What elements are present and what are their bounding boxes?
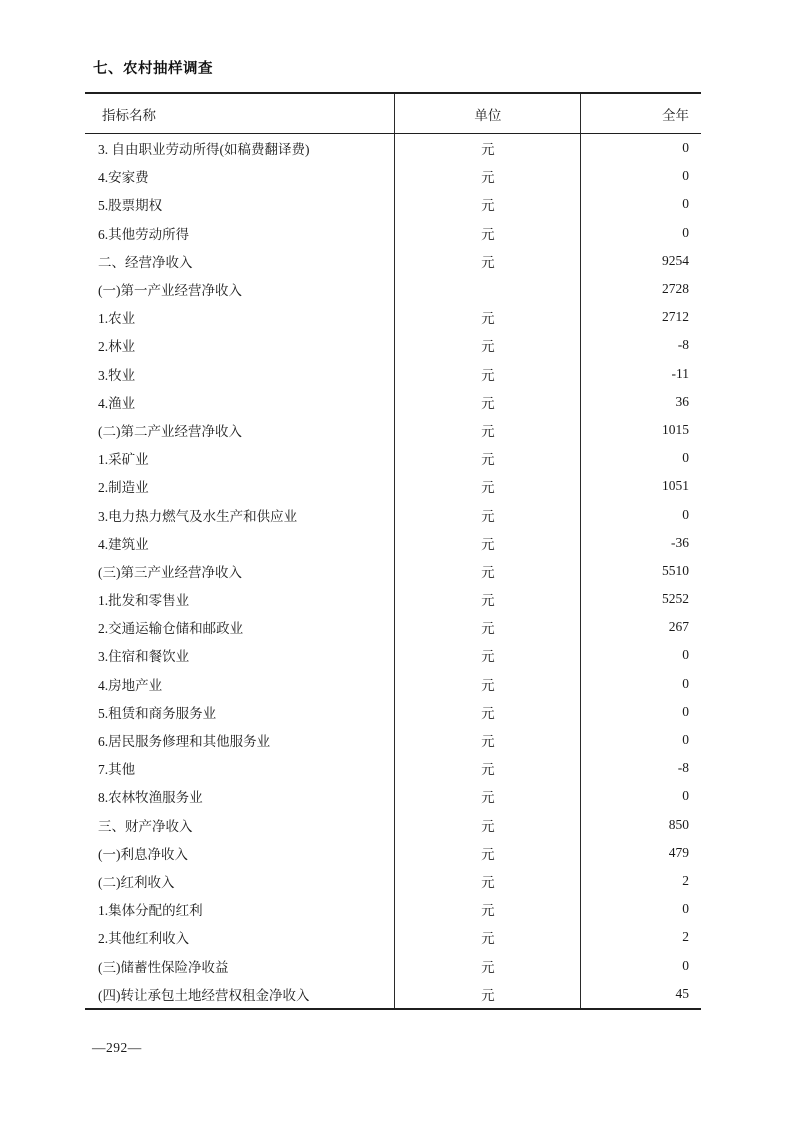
table-row <box>85 529 701 557</box>
value-cell: 5510 <box>581 557 701 585</box>
indicator-name-cell: 8.农林牧渔服务业 <box>98 790 203 806</box>
col-header-indicator-name: 指标名称 <box>85 93 395 134</box>
unit-cell: 元 <box>395 951 581 979</box>
table-row <box>85 247 701 275</box>
value-cell: 0 <box>581 698 701 726</box>
table-row <box>85 303 701 331</box>
indicator-name-cell: 4.房地产业 <box>98 677 163 693</box>
table-row <box>85 416 701 444</box>
indicator-name-cell: 1.农业 <box>98 311 136 327</box>
value-cell: 0 <box>581 500 701 528</box>
page-number: —292— <box>92 1040 142 1055</box>
table-row <box>85 923 701 951</box>
unit-cell: 元 <box>395 839 581 867</box>
value-cell: 0 <box>581 670 701 698</box>
table-row <box>85 670 701 698</box>
unit-cell: 元 <box>395 923 581 951</box>
indicator-name-cell: 2.其他红利收入 <box>98 931 190 947</box>
value-cell: 0 <box>581 190 701 218</box>
unit-cell: 元 <box>395 247 581 275</box>
indicator-name-cell: 3. 自由职业劳动所得(如稿费翻译费) <box>98 142 310 158</box>
indicator-name-cell: 4.安家费 <box>98 170 149 186</box>
unit-cell: 元 <box>395 134 581 163</box>
unit-cell: 元 <box>395 641 581 669</box>
table-row <box>85 726 701 754</box>
table-row <box>85 219 701 247</box>
indicator-name-cell: 2.交通运输仓储和邮政业 <box>98 621 244 637</box>
table-row <box>85 839 701 867</box>
value-cell: -8 <box>581 754 701 782</box>
value-cell: 0 <box>581 162 701 190</box>
unit-cell: 元 <box>395 698 581 726</box>
unit-cell: 元 <box>395 782 581 810</box>
value-cell: 0 <box>581 134 701 163</box>
header-row <box>85 93 701 134</box>
value-cell: -11 <box>581 360 701 388</box>
indicator-name-cell: 2.林业 <box>98 339 136 355</box>
unit-cell: 元 <box>395 500 581 528</box>
indicator-name-cell: 1.集体分配的红利 <box>98 903 203 919</box>
value-cell: 2728 <box>581 275 701 303</box>
unit-cell: 元 <box>395 895 581 923</box>
indicator-name-cell: 1.采矿业 <box>98 452 149 468</box>
unit-cell: 元 <box>395 416 581 444</box>
indicator-name-cell: (四)转让承包土地经营权租金净收入 <box>85 980 395 1009</box>
unit-cell: 元 <box>395 811 581 839</box>
table-row <box>85 867 701 895</box>
value-cell: 0 <box>581 782 701 810</box>
indicator-name-cell: 4.渔业 <box>98 395 136 411</box>
section-heading: 七、农村抽样调查 <box>93 61 213 77</box>
indicator-name-cell: 5.租赁和商务服务业 <box>98 705 217 721</box>
indicator-name-cell: 6.其他劳动所得 <box>98 226 190 242</box>
unit-cell: 元 <box>395 472 581 500</box>
table-row <box>85 782 701 810</box>
unit-cell: 元 <box>395 980 581 1009</box>
col-header-unit: 单位 <box>395 93 581 134</box>
unit-cell: 元 <box>395 754 581 782</box>
indicator-name-cell: (一)第一产业经营净收入 <box>98 283 242 299</box>
indicator-name-cell: 三、财产净收入 <box>98 818 193 834</box>
value-cell: 2 <box>581 923 701 951</box>
unit-cell: 元 <box>395 557 581 585</box>
value-cell: 479 <box>581 839 701 867</box>
indicator-name-cell: 3.住宿和餐饮业 <box>98 649 190 665</box>
indicator-name-cell: 1.批发和零售业 <box>98 593 190 609</box>
value-cell: 2 <box>581 867 701 895</box>
table-row <box>85 444 701 472</box>
value-cell: 0 <box>581 951 701 979</box>
value-cell: 267 <box>581 613 701 641</box>
indicator-name-cell: (三)储蓄性保险净收益 <box>98 959 229 975</box>
value-cell: 850 <box>581 811 701 839</box>
value-cell: 9254 <box>581 247 701 275</box>
table-row <box>85 811 701 839</box>
indicator-name-cell: 3.电力热力燃气及水生产和供应业 <box>98 508 298 524</box>
indicator-name-cell: 7.其他 <box>98 762 136 778</box>
indicator-name-cell: (三)第三产业经营净收入 <box>98 564 242 580</box>
value-cell: 0 <box>581 641 701 669</box>
table-row <box>85 613 701 641</box>
unit-cell: 元 <box>395 670 581 698</box>
table-row <box>85 134 701 163</box>
indicator-name-cell: 3.牧业 <box>98 367 136 383</box>
unit-cell: 元 <box>395 162 581 190</box>
indicator-name-cell: 2.制造业 <box>98 480 149 496</box>
col-header-full-year: 全年 <box>581 93 701 134</box>
value-cell: 0 <box>581 726 701 754</box>
unit-cell: 元 <box>395 219 581 247</box>
survey-table <box>85 92 701 1010</box>
unit-cell: 元 <box>395 360 581 388</box>
unit-cell: 元 <box>395 726 581 754</box>
unit-cell: 元 <box>395 303 581 331</box>
value-cell: 5252 <box>581 585 701 613</box>
table-row <box>85 162 701 190</box>
indicator-name-cell: (二)第二产业经营净收入 <box>98 423 242 439</box>
table-row <box>85 331 701 359</box>
value-cell: 1015 <box>581 416 701 444</box>
table-row <box>85 557 701 585</box>
table-row <box>85 388 701 416</box>
unit-cell: 元 <box>395 388 581 416</box>
value-cell: 0 <box>581 895 701 923</box>
table-row <box>85 360 701 388</box>
value-cell: 2712 <box>581 303 701 331</box>
table-row <box>85 698 701 726</box>
table-row <box>85 500 701 528</box>
table-body <box>85 134 701 1009</box>
unit-cell <box>395 275 581 303</box>
indicator-name-cell: 6.居民服务修理和其他服务业 <box>98 734 271 750</box>
table-row <box>85 190 701 218</box>
table-row <box>85 641 701 669</box>
unit-cell: 元 <box>395 444 581 472</box>
table-row <box>85 895 701 923</box>
unit-cell: 元 <box>395 867 581 895</box>
value-cell: -8 <box>581 331 701 359</box>
table-row <box>85 585 701 613</box>
indicator-name-cell: (一)利息净收入 <box>98 846 188 862</box>
table-row <box>85 472 701 500</box>
unit-cell: 元 <box>395 585 581 613</box>
value-cell: 1051 <box>581 472 701 500</box>
table-row <box>85 980 701 1009</box>
value-cell: 36 <box>581 388 701 416</box>
table-row <box>85 754 701 782</box>
unit-cell: 元 <box>395 613 581 641</box>
value-cell: 0 <box>581 219 701 247</box>
table-row <box>85 951 701 979</box>
table-row <box>85 275 701 303</box>
indicator-name-cell: 二、经营净收入 <box>98 254 193 270</box>
unit-cell: 元 <box>395 331 581 359</box>
indicator-name-cell: (二)红利收入 <box>98 874 175 890</box>
indicator-name-cell: 5.股票期权 <box>98 198 163 214</box>
unit-cell: 元 <box>395 190 581 218</box>
value-cell: -36 <box>581 529 701 557</box>
value-cell: 0 <box>581 444 701 472</box>
indicator-name-cell: 4.建筑业 <box>98 536 149 552</box>
unit-cell: 元 <box>395 529 581 557</box>
value-cell: 45 <box>581 980 701 1009</box>
table-header <box>85 93 701 134</box>
